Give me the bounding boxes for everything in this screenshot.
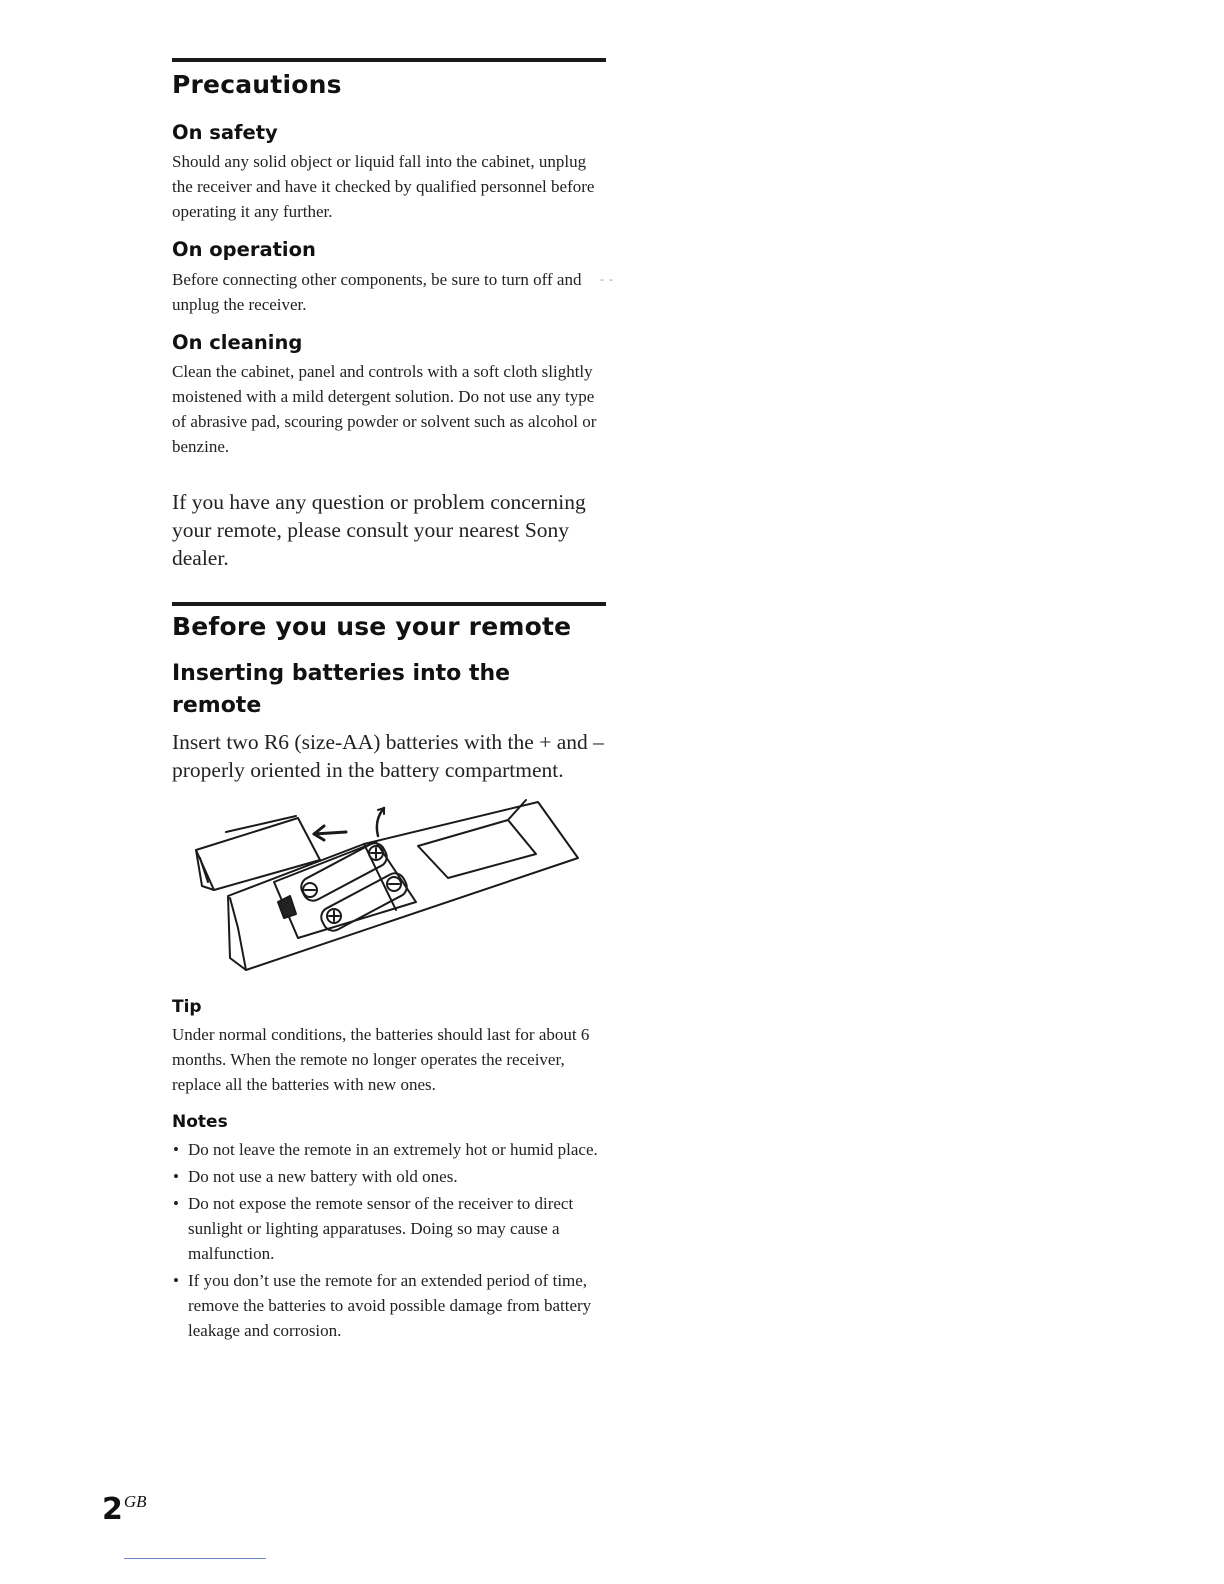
- bottom-divider: [124, 1558, 266, 1559]
- page-number: [102, 1492, 147, 1527]
- contact-dealer-text: If you have any question or problem concerning your remote, please consult your nearest Sony dealer.: [172, 490, 586, 570]
- on-cleaning-text: Clean the cabinet, panel and controls with a soft cloth slightly moistened with a mild detergent solution. Do not use any type of abrasive pad, scouring powder or solvent such as alcohol or benzine.: [172, 362, 597, 456]
- precautions-title: Precautions: [172, 70, 342, 99]
- page-number-value: 2: [102, 1492, 123, 1527]
- page-number-suffix: GB: [123, 1492, 147, 1511]
- tip-heading: Tip: [172, 997, 202, 1017]
- list-item: • Do not use a new battery with old ones.: [172, 1164, 608, 1189]
- list-item: • Do not leave the remote in an extremely hot or humid place.: [172, 1137, 608, 1162]
- before-use-title: Before you use your remote: [172, 612, 572, 641]
- on-operation-text: Before connecting other components, be sure to turn off and unplug the receiver.: [172, 270, 582, 314]
- on-safety-heading: On safety: [172, 121, 278, 144]
- notes-list: [172, 1137, 608, 1345]
- list-item: • If you don’t use the remote for an extended period of time, remove the batteries to avoid possible damage from battery leakage and corrosion.: [172, 1268, 608, 1343]
- tip-text: Under normal conditions, the batteries should last for about 6 months. When the remote no longer operates the receiver, replace all the batteries with new ones.: [172, 1025, 590, 1094]
- scan-mark: - -: [600, 272, 614, 286]
- lift-arrow-icon: [377, 808, 384, 836]
- battery-insertion-illustration: [186, 798, 586, 976]
- insert-batteries-instruction: Insert two R6 (size-AA) batteries with the + and – properly oriented in the battery compartment.: [172, 730, 604, 782]
- section-rule-before-use: [172, 602, 606, 606]
- notes-heading: Notes: [172, 1112, 228, 1132]
- section-rule-precautions: [172, 58, 606, 62]
- on-operation-heading: On operation: [172, 238, 316, 261]
- remove-cover-arrow-icon: [314, 832, 346, 834]
- inserting-batteries-heading: Inserting batteries into the remote: [172, 661, 511, 718]
- list-item: • Do not expose the remote sensor of the receiver to direct sunlight or lighting apparatuses. Doing so may cause a malfunction.: [172, 1191, 608, 1266]
- on-safety-text: Should any solid object or liquid fall into the cabinet, unplug the receiver and have it checked by qualified personnel before operating it any further.: [172, 152, 595, 221]
- on-cleaning-heading: On cleaning: [172, 331, 303, 354]
